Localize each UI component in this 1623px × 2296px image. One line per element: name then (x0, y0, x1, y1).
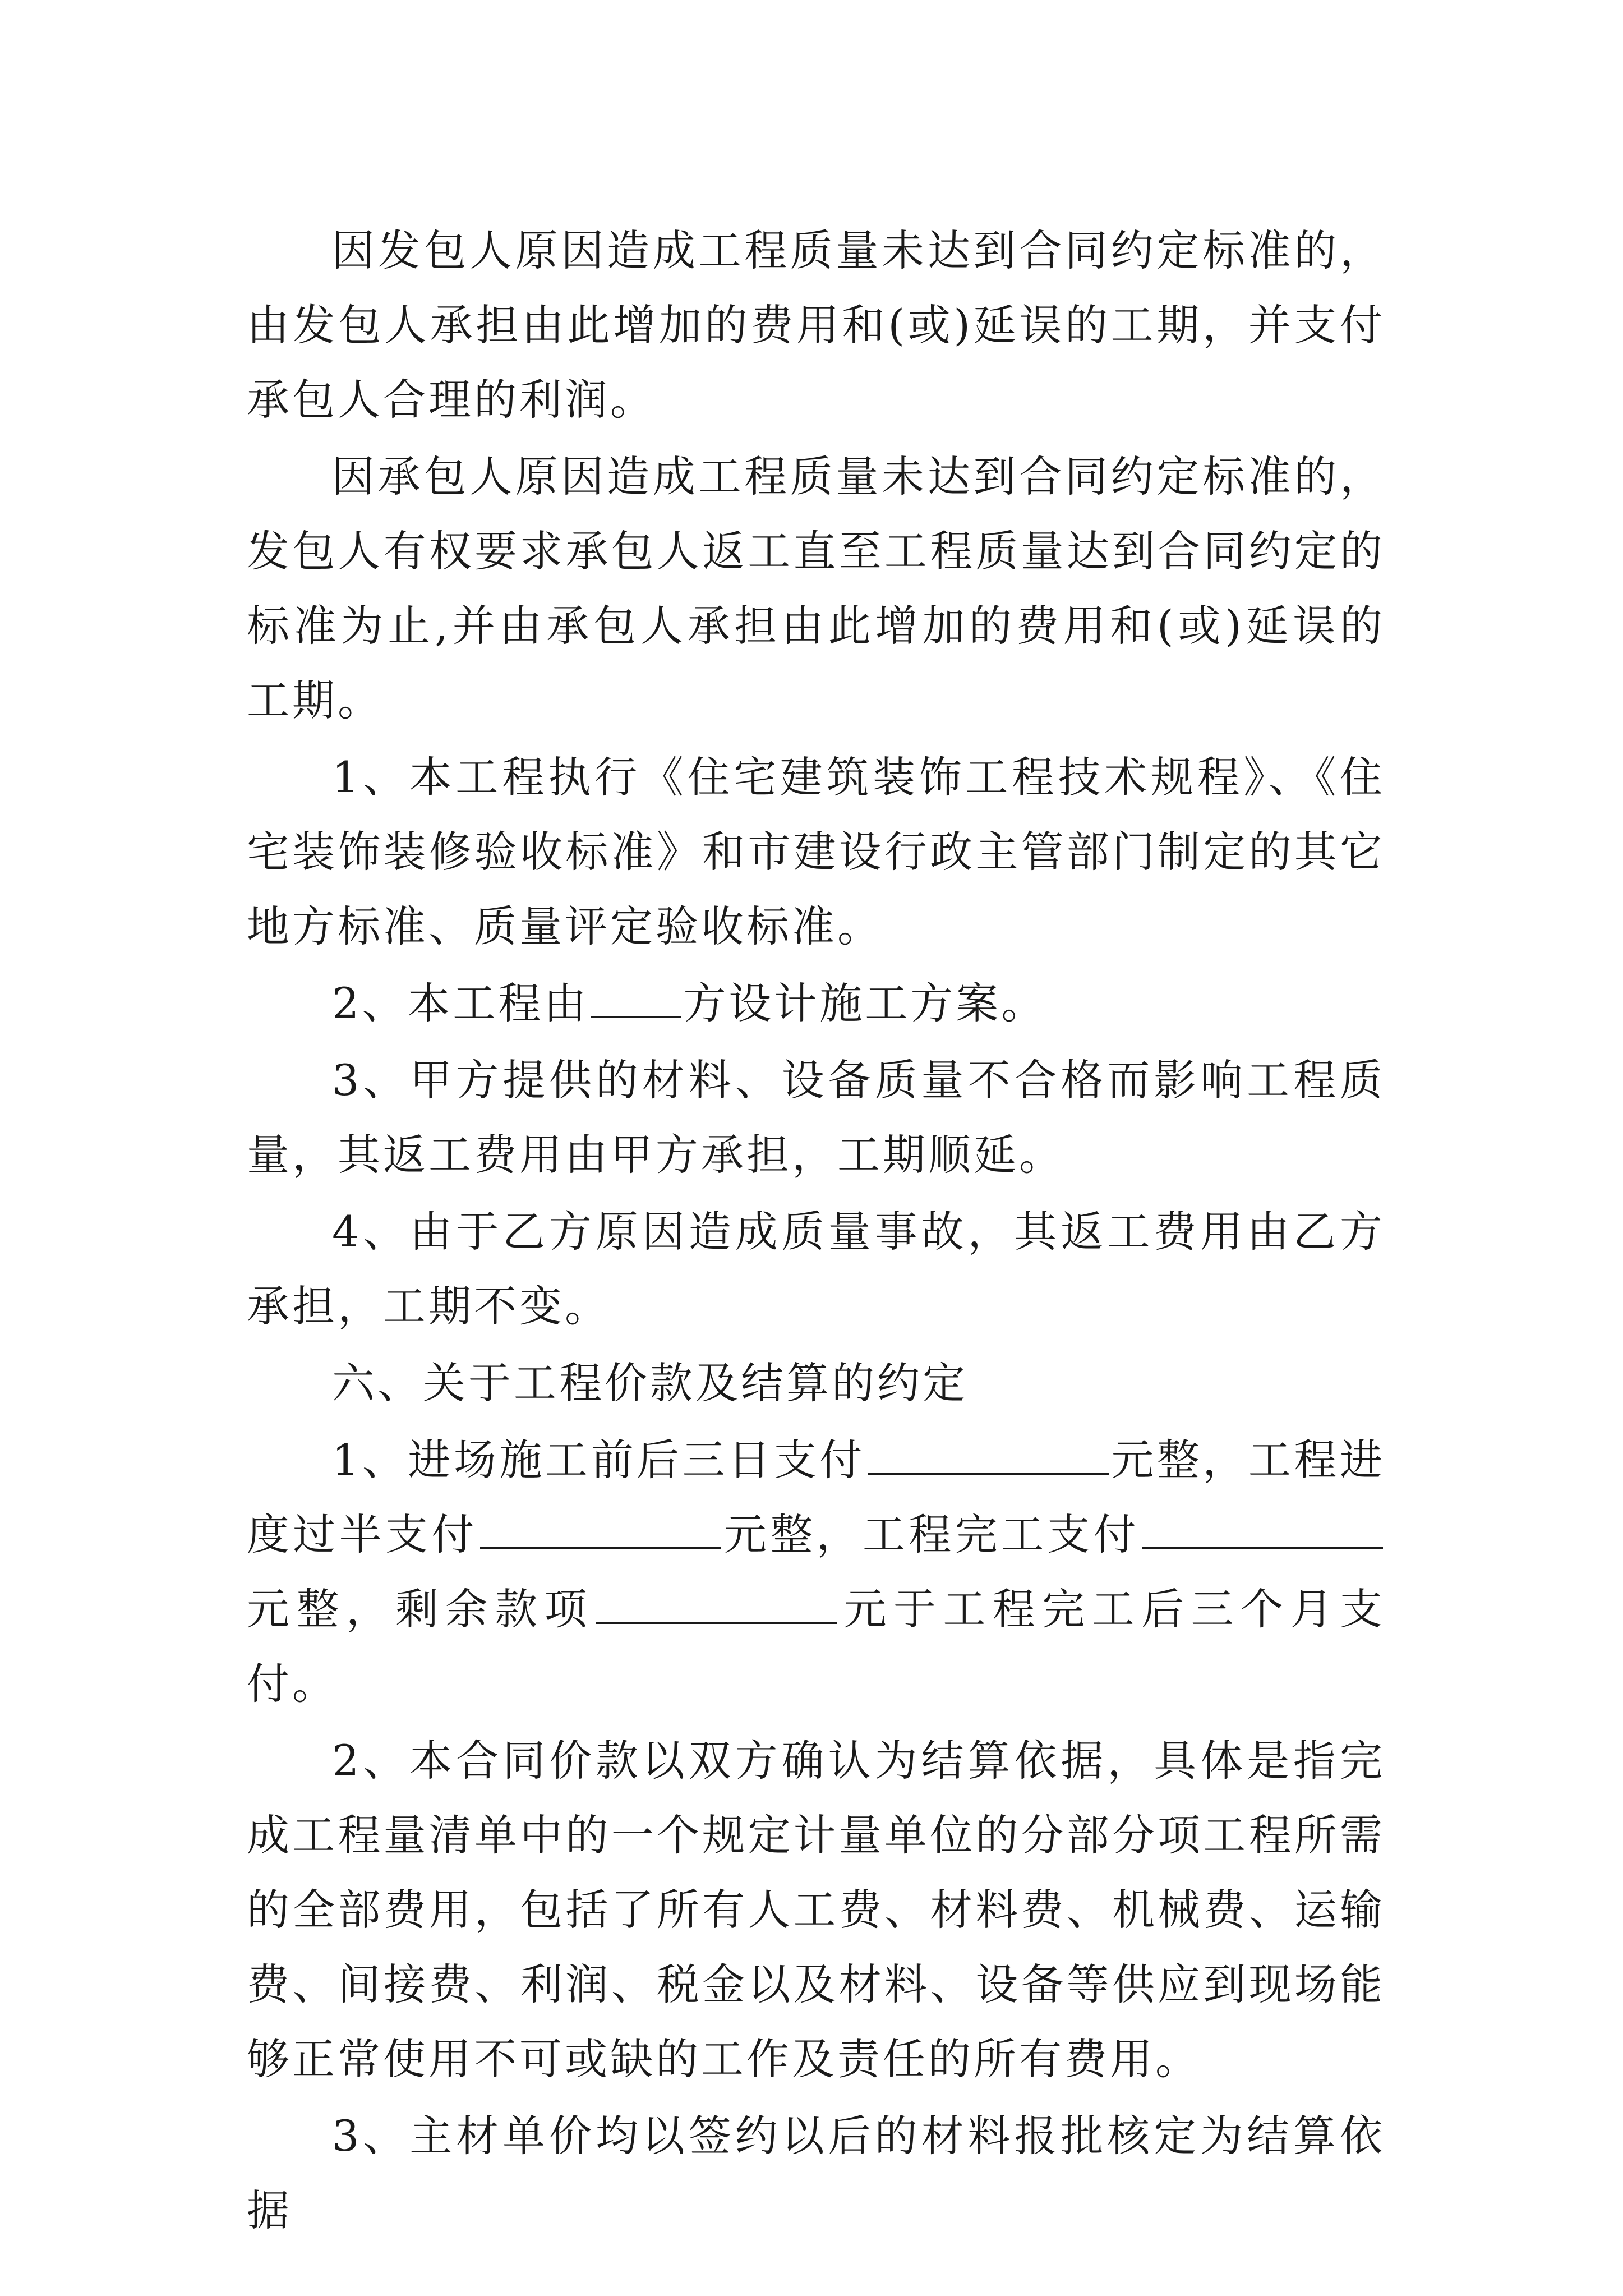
fill-in-blank-completion-payment (1142, 1508, 1383, 1549)
paragraph-clause-1-standards (247, 740, 1385, 964)
fill-in-blank-designer (591, 977, 681, 1018)
paragraph-text: 1、本工程执行《住宅建筑装饰工程技术规程》、《住宅装饰装修验收标准》和市建设行政主管部门制定的其它地方标准、质量评定验收标准。 (247, 752, 1385, 951)
paragraph-clause-4-party-b-accident (247, 1194, 1385, 1343)
paragraph-text: 1、进场施工前后三日支付 (332, 1435, 865, 1485)
paragraph-text: 2、本工程由 (332, 978, 589, 1028)
fill-in-blank-midway-payment (480, 1508, 721, 1549)
paragraph-contractor-quality-liability (247, 439, 1385, 738)
paragraph-clause-3-party-a-materials (247, 1043, 1385, 1192)
paragraph-text: 元于工程完工后三个月支付。 (247, 1584, 1386, 1709)
paragraph-text: 4、由于乙方原因造成质量事故，其返工费用由乙方承担，工期不变。 (247, 1207, 1385, 1331)
paragraph-clause-2-design (247, 966, 1385, 1041)
paragraph-text: 方设计施工方案。 (683, 978, 1047, 1028)
paragraph-clause-3-material-price (247, 2099, 1385, 2248)
paragraph-payment-schedule (247, 1423, 1385, 1721)
paragraph-employer-quality-liability (247, 213, 1385, 437)
paragraph-clause-2-price-basis (247, 1723, 1385, 2096)
section-heading-payment (247, 1346, 1385, 1420)
paragraph-text: 3、主材单价均以签约以后的材料报批核定为结算依据 (247, 2111, 1385, 2235)
paragraph-text: 因发包人原因造成工程质量未达到合同约定标准的，由发包人承担由此增加的费用和(或)延误的工期，并支付承包人合理的利润。 (247, 226, 1385, 425)
fill-in-blank-remaining-payment (596, 1582, 837, 1624)
paragraph-text: 元整，工程进度过半支付 (247, 1435, 1385, 1559)
fill-in-blank-initial-payment (868, 1433, 1109, 1475)
paragraph-text: 因承包人原因造成工程质量未达到合同约定标准的，发包人有权要求承包人返工直至工程质量达到合同约定的标准为止,并由承包人承担由此增加的费用和(或)延误的工期。 (247, 452, 1385, 725)
document-body (247, 213, 1385, 2250)
paragraph-text: 2、本合同价款以双方确认为结算依据，具体是指完成工程量清单中的一个规定计量单位的分部分项工程所需的全部费用，包括了所有人工费、材料费、机械费、运输费、间接费、利润、税金以及材料、设备等供应到现场能够正常使用不可或缺的工作及责任的所有费用。 (247, 1736, 1385, 2084)
paragraph-text: 元整，剩余款项 (247, 1584, 594, 1634)
heading-text: 六、关于工程价款及结算的约定 (332, 1358, 968, 1408)
paragraph-text: 3、甲方提供的材料、设备质量不合格而影响工程质量，其返工费用由甲方承担，工期顺延。 (247, 1055, 1385, 1180)
paragraph-text: 元整，工程完工支付 (723, 1510, 1140, 1559)
